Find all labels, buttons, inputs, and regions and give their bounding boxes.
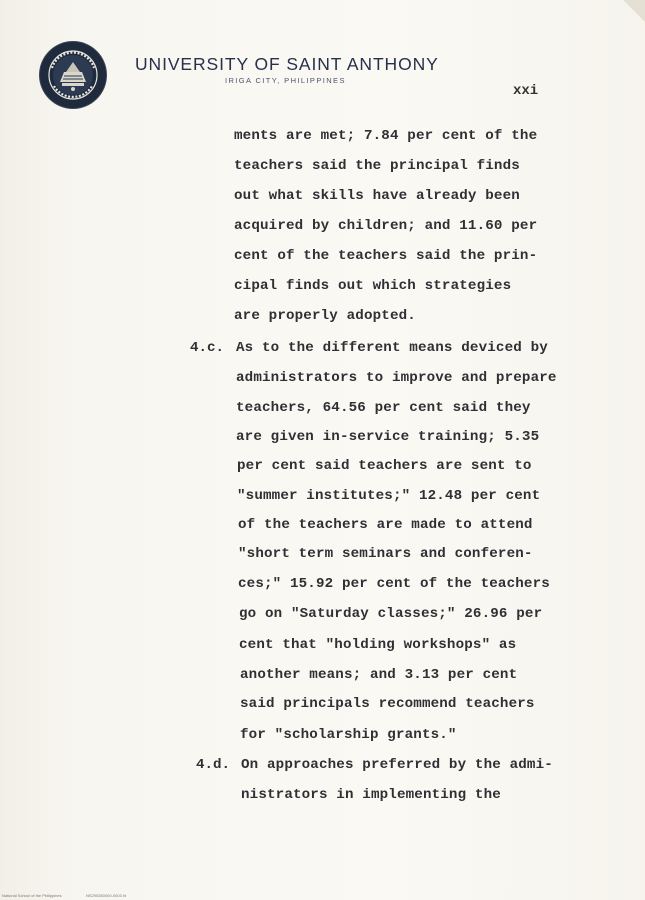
footer-archive-id: NS290350000-0003 lit bbox=[86, 893, 126, 898]
page-corner-fold bbox=[623, 0, 645, 22]
body-line: teachers said the principal finds bbox=[234, 158, 520, 174]
body-line: said principals recommend teachers bbox=[240, 696, 535, 712]
body-line: administrators to improve and prepare bbox=[236, 370, 557, 386]
body-line: As to the different means deviced by bbox=[236, 340, 548, 356]
footer-archive-label: National School of the Philippines bbox=[2, 893, 62, 898]
body-line: cent of the teachers said the prin- bbox=[234, 248, 538, 264]
page-number: xxi bbox=[513, 83, 539, 99]
body-line: cent that "holding workshops" as bbox=[239, 637, 517, 653]
body-line: are properly adopted. bbox=[234, 308, 416, 324]
body-line: ments are met; 7.84 per cent of the bbox=[234, 128, 538, 144]
body-line: acquired by children; and 11.60 per bbox=[234, 218, 538, 234]
body-line: for "scholarship grants." bbox=[240, 727, 457, 743]
body-line: of the teachers are made to attend bbox=[238, 517, 533, 533]
body-line: ces;" 15.92 per cent of the teachers bbox=[238, 576, 550, 592]
body-line: On approaches preferred by the admi- bbox=[241, 757, 553, 773]
body-line: "short term seminars and conferen- bbox=[238, 546, 533, 562]
body-line: nistrators in implementing the bbox=[241, 787, 501, 803]
body-line: cipal finds out which strategies bbox=[234, 278, 512, 294]
item-label-4c: 4.c. bbox=[190, 340, 225, 356]
seal-emblem-icon bbox=[40, 42, 106, 108]
item-label-4d: 4.d. bbox=[196, 757, 231, 773]
body-line: out what skills have already been bbox=[234, 188, 520, 204]
university-name: UNIVERSITY OF SAINT ANTHONY bbox=[135, 54, 439, 74]
body-line: "summer institutes;" 12.48 per cent bbox=[237, 488, 541, 504]
body-line: another means; and 3.13 per cent bbox=[240, 667, 518, 683]
university-seal-logo bbox=[40, 42, 106, 108]
body-line: are given in-service training; 5.35 bbox=[236, 429, 540, 445]
university-city: IRIGA CITY, PHILIPPINES bbox=[225, 76, 346, 85]
body-line: per cent said teachers are sent to bbox=[237, 458, 532, 474]
body-line: go on "Saturday classes;" 26.96 per bbox=[239, 606, 543, 622]
body-line: teachers, 64.56 per cent said they bbox=[236, 400, 531, 416]
